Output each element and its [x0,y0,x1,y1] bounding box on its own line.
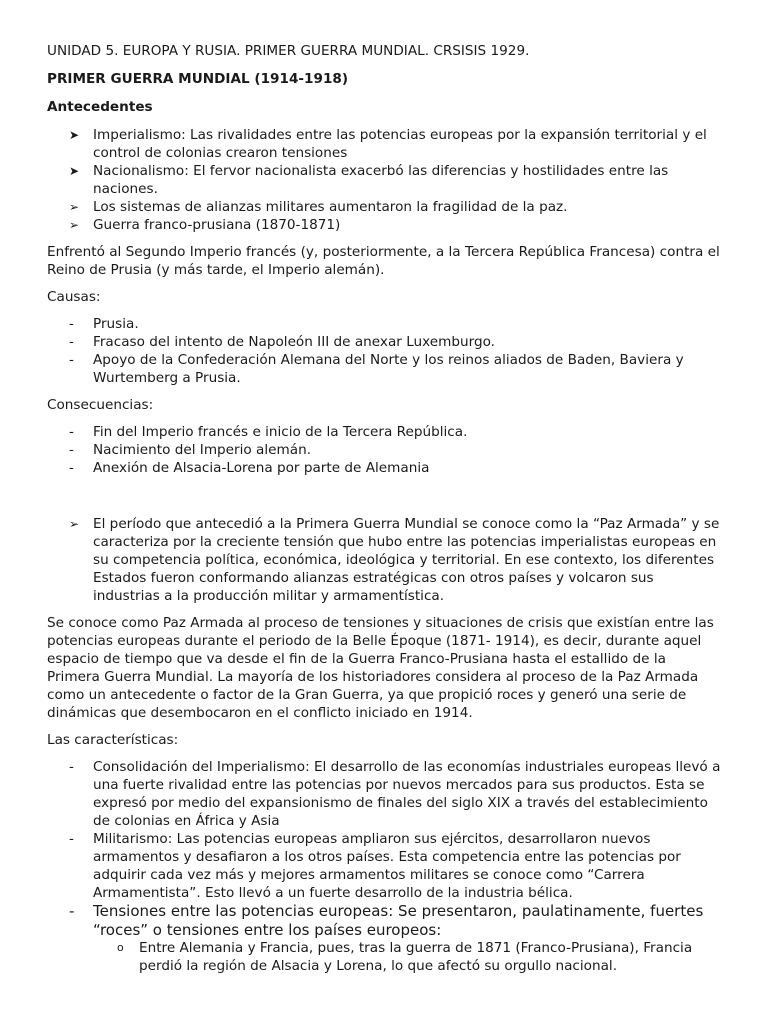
causas-list [47,315,723,387]
dash-bullet-icon: - [69,442,74,458]
list-item [47,333,723,351]
list-item-text: Prusia. [93,316,139,332]
paragraph-enfrento: Enfrentó al Segundo Imperio francés (y, posteriormente, a la Tercera República Francesa) contra el Reino de Prusia (y más tarde, el Imperio alemán). [47,244,720,278]
list-item-text: Militarismo: Las potencias europeas ampliaron sus ejércitos, desarrollaron nuevos armamentos y desafiaron a los otros países. Esta competencia entre las potencias por adquirir cada vez más y mejores armamentos militares se conoce como “Carrera Armamentista”. Esto llevó a un fuerte desarrollo de la industria bélica. [93,831,681,901]
list-item [47,441,723,459]
causas-label: Causas: [47,289,101,305]
dash-bullet-icon: - [69,316,74,332]
section-heading-wwi: PRIMER GUERRA MUNDIAL (1914-1918) [47,71,349,87]
caracteristicas-list [47,758,723,939]
arrow-bullet-icon: ➤ [69,128,80,142]
list-item [47,939,723,975]
list-item [47,315,723,333]
list-item [47,126,723,162]
arrow-outline-bullet-icon: ➢ [69,517,80,531]
list-item [47,459,723,477]
list-item-text: Nacionalismo: El fervor nacionalista exacerbó las diferencias y hostilidades entre las naciones. [93,163,669,197]
circle-bullet-icon: o [117,941,124,954]
paragraph-paz-armada: Se conoce como Paz Armada al proceso de tensiones y situaciones de crisis que existían entre las potencias europeas durante el periodo de la Belle Époque (1871- 1914), es decir, durante aquel espacio de tiempo que va desde el fin de la Guerra Franco-Prusiana hasta el estallido de la Primera Guerra Mundial. La mayoría de los historiadores considera al proceso de la Paz Armada como un antecedente o factor de la Gran Guerra, ya que propició roces y generó una serie de dinámicas que desembocaron en el conflicto iniciado en 1914. [47,615,714,721]
subheading-antecedentes: Antecedentes [47,99,153,115]
consecuencias-list [47,423,723,477]
list-item-text: Los sistemas de alianzas militares aumentaron la fragilidad de la paz. [93,199,568,215]
list-item-text: Guerra franco-prusiana (1870-1871) [93,217,341,233]
list-item [47,162,723,198]
dash-bullet-icon: - [69,460,74,476]
list-item-text: Fracaso del intento de Napoleón III de anexar Luxemburgo. [93,334,496,350]
consecuencias-label: Consecuencias: [47,397,154,413]
arrow-outline-bullet-icon: ➢ [69,200,80,214]
list-item-text: Nacimiento del Imperio alemán. [93,442,312,458]
list-item-text: Entre Alemania y Francia, pues, tras la guerra de 1871 (Franco-Prusiana), Francia perdió la región de Alsacia y Lorena, lo que afectó su orgullo nacional. [139,940,693,974]
dash-bullet-icon: - [69,424,74,440]
arrow-outline-bullet-icon: ➢ [69,218,80,232]
list-item [47,216,723,234]
dash-bullet-icon: - [69,334,74,350]
list-item [47,758,723,830]
list-item [47,830,723,902]
list-item-text: Fin del Imperio francés e inicio de la Tercera República. [93,424,468,440]
list-item-text: Apoyo de la Confederación Alemana del Norte y los reinos aliados de Baden, Baviera y Wurtemberg a Prusia. [93,352,684,386]
list-item-text: Consolidación del Imperialismo: El desarrollo de las economías industriales europeas llevó a una fuerte rivalidad entre las potencias por nuevos mercados para sus productos. Esta se expresó por medio del expansionismo de finales del siglo XIX a través del establecimiento de colonias en África y Asia [93,759,721,829]
list-item [47,902,723,939]
list-item-text: Tensiones entre las potencias europeas: Se presentaron, paulatinamente, fuertes “roces” o tensiones entre los países europeos: [93,902,704,939]
list-item-text: Anexión de Alsacia-Lorena por parte de Alemania [93,460,430,476]
list-item [47,198,723,216]
list-item-text: El período que antecedió a la Primera Guerra Mundial se conoce como la “Paz Armada” y se caracteriza por la creciente tensión que hubo entre las potencias imperialistas europeas en su competencia política, económica, ideológica y territorial. En ese contexto, los diferentes Estados fueron conformando alianzas estratégicas con otros países y volcaron sus industrias a la producción militar y armamentística. [93,516,720,604]
list-item [47,515,723,605]
tensiones-sublist [47,939,723,975]
dash-bullet-icon: - [69,759,74,775]
caracteristicas-label: Las características: [47,732,179,748]
dash-bullet-icon: - [69,902,75,920]
list-item [47,351,723,387]
antecedentes-list [47,126,723,234]
document-title: UNIDAD 5. EUROPA Y RUSIA. PRIMER GUERRA MUNDIAL. CRSISIS 1929. [47,43,530,59]
dash-bullet-icon: - [69,831,74,847]
paz-armada-list [47,515,723,605]
dash-bullet-icon: - [69,352,74,368]
arrow-bullet-icon: ➤ [69,164,80,178]
list-item [47,423,723,441]
list-item-text: Imperialismo: Las rivalidades entre las potencias europeas por la expansión territorial y el control de colonias crearon tensiones [93,127,707,161]
document-page [47,42,723,975]
